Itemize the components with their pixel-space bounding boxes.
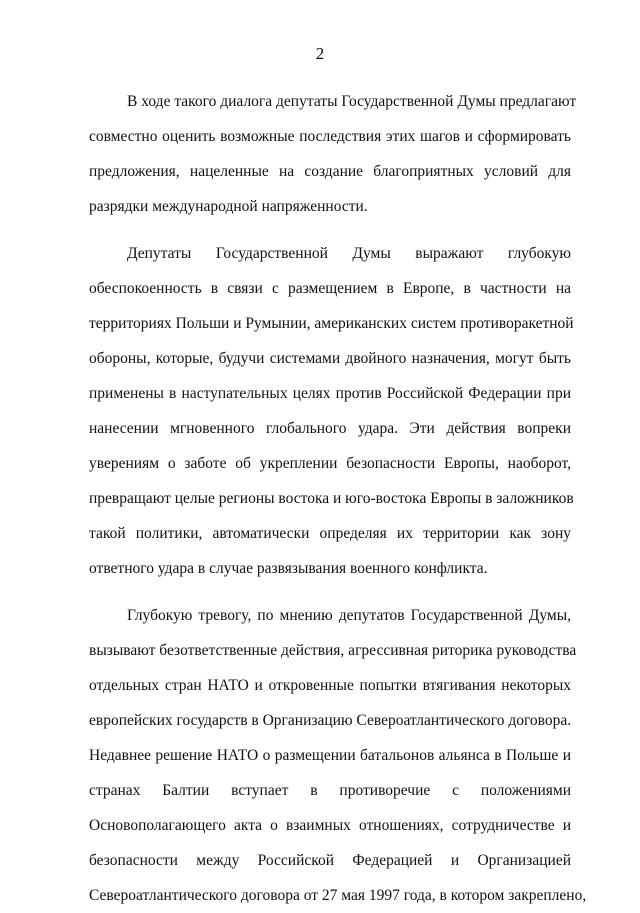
text-line: Депутаты Государственной Думы выражают глубокую [127,245,571,262]
text-line: применены в наступательных целях против Российской Федерации при [89,385,571,402]
text-line: отдельных стран НАТО и откровенные попытки втягивания некоторых [89,677,571,694]
text-line: превращают целые регионы востока и юго-востока Европы в заложников [89,490,574,507]
text-line: предложения, нацеленные на создание благоприятных условий для [89,163,571,180]
text-line: такой политики, автоматически определяя их территории как зону [89,525,571,542]
text-line: ответного удара в случае развязывания военного конфликта. [89,560,488,577]
text-line: нанесении мгновенного глобального удара. Эти действия вопреки [89,420,571,437]
paragraph-1 [89,84,577,224]
paragraph-2 [89,236,574,586]
text-line: разрядки международной напряженности. [89,198,368,215]
text-line: обороны, которые, будучи системами двойного назначения, могут быть [89,350,571,367]
text-line: странах Балтии вступает в противоречие с положениями [89,782,571,799]
text-line: территориях Польши и Румынии, американских систем противоракетной [89,315,574,332]
text-line: В ходе такого диалога депутаты Государственной Думы предлагают [127,93,577,110]
paragraph-gap [89,586,571,598]
text-line: Основополагающего акта о взаимных отношениях, сотрудничестве и [89,817,571,834]
text-line: Североатлантического договора от 27 мая 1997 года, в котором закреплено, [89,887,587,904]
page-number: 2 [315,44,325,63]
paragraph-gap [89,224,571,236]
text-line: европейских государств в Организацию Североатлантического договора. [89,712,572,729]
text-line: вызывают безответственные действия, агрессивная риторика руководства [89,642,577,659]
text-line: совместно оценить возможные последствия этих шагов и сформировать [89,128,571,145]
text-line: безопасности между Российской Федерацией и Организацией [89,852,571,869]
text-line: уверениям о заботе об укреплении безопасности Европы, наоборот, [89,455,571,472]
text-line: обеспокоенность в связи с размещением в Европе, в частности на [89,280,571,297]
document-body [89,84,587,913]
paragraph-3 [89,598,587,913]
text-line: Глубокую тревогу, по мнению депутатов Государственной Думы, [127,607,571,624]
text-line: Недавнее решение НАТО о размещении батальонов альянса в Польше и [89,747,571,764]
